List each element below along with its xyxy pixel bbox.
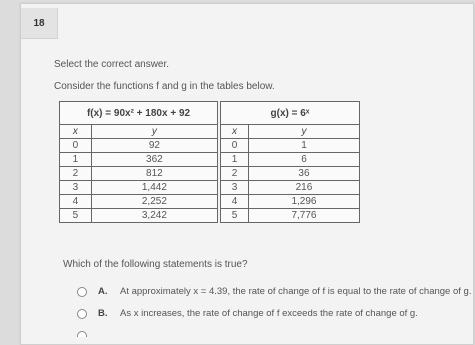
table-cell: 5 <box>221 209 249 223</box>
table-cell: 1,442 <box>91 181 217 195</box>
table-cell: 4 <box>221 195 249 209</box>
option-b[interactable] <box>77 308 418 319</box>
table-g-title: g(x) = 6ˣ <box>221 102 360 125</box>
table-row <box>221 209 360 223</box>
table-row <box>60 195 218 209</box>
table-cell: 92 <box>91 139 217 153</box>
option-a-letter: A. <box>98 286 108 297</box>
table-cell: 6 <box>248 153 359 167</box>
option-b-text: As x increases, the rate of change of f exceeds the rate of change of g. <box>120 308 418 319</box>
table-g <box>220 101 360 223</box>
table-cell: 0 <box>221 139 249 153</box>
table-cell: 7,776 <box>248 209 359 223</box>
table-row <box>60 209 218 223</box>
table-row <box>221 139 360 153</box>
table-cell: 216 <box>248 181 359 195</box>
table-cell: 1 <box>248 139 359 153</box>
option-c-partial[interactable] <box>77 331 457 337</box>
table-cell: 2,252 <box>91 195 217 209</box>
table-cell: 3 <box>221 181 249 195</box>
table-row <box>60 139 218 153</box>
table-row <box>60 167 218 181</box>
table-cell: 1 <box>60 153 92 167</box>
table-cell: 3 <box>60 181 92 195</box>
table-cell: 1 <box>221 153 249 167</box>
table-f-header-x: x <box>60 125 92 139</box>
instruction-text: Select the correct answer. <box>54 59 170 70</box>
prompt-text: Consider the functions f and g in the tables below. <box>54 81 275 92</box>
table-cell: 4 <box>60 195 92 209</box>
table-f-header-y: y <box>91 125 217 139</box>
table-row <box>60 153 218 167</box>
table-cell: 2 <box>221 167 249 181</box>
table-row <box>221 181 360 195</box>
table-row <box>60 181 218 195</box>
table-g-header-y: y <box>248 125 359 139</box>
question-text: Which of the following statements is true? <box>63 259 248 270</box>
table-row <box>221 167 360 181</box>
table-row <box>221 153 360 167</box>
question-number: 18 <box>21 8 58 39</box>
option-a-text: At approximately x = 4.39, the rate of change of f is equal to the rate of change of g. <box>120 286 472 297</box>
table-cell: 362 <box>91 153 217 167</box>
table-cell: 0 <box>60 139 92 153</box>
table-cell: 812 <box>91 167 217 181</box>
radio-button-a[interactable] <box>77 287 87 297</box>
table-row <box>221 195 360 209</box>
table-cell: 36 <box>248 167 359 181</box>
table-cell: 5 <box>60 209 92 223</box>
table-cell: 2 <box>60 167 92 181</box>
question-card <box>20 3 474 345</box>
table-cell: 3,242 <box>91 209 217 223</box>
table-cell: 1,296 <box>248 195 359 209</box>
radio-button-b[interactable] <box>77 309 87 319</box>
table-f-title: f(x) = 90x² + 180x + 92 <box>60 102 218 125</box>
table-g-header-x: x <box>221 125 249 139</box>
table-f <box>59 101 218 223</box>
option-a[interactable] <box>77 286 471 297</box>
radio-button-c[interactable] <box>77 331 87 337</box>
option-b-letter: B. <box>98 308 108 319</box>
